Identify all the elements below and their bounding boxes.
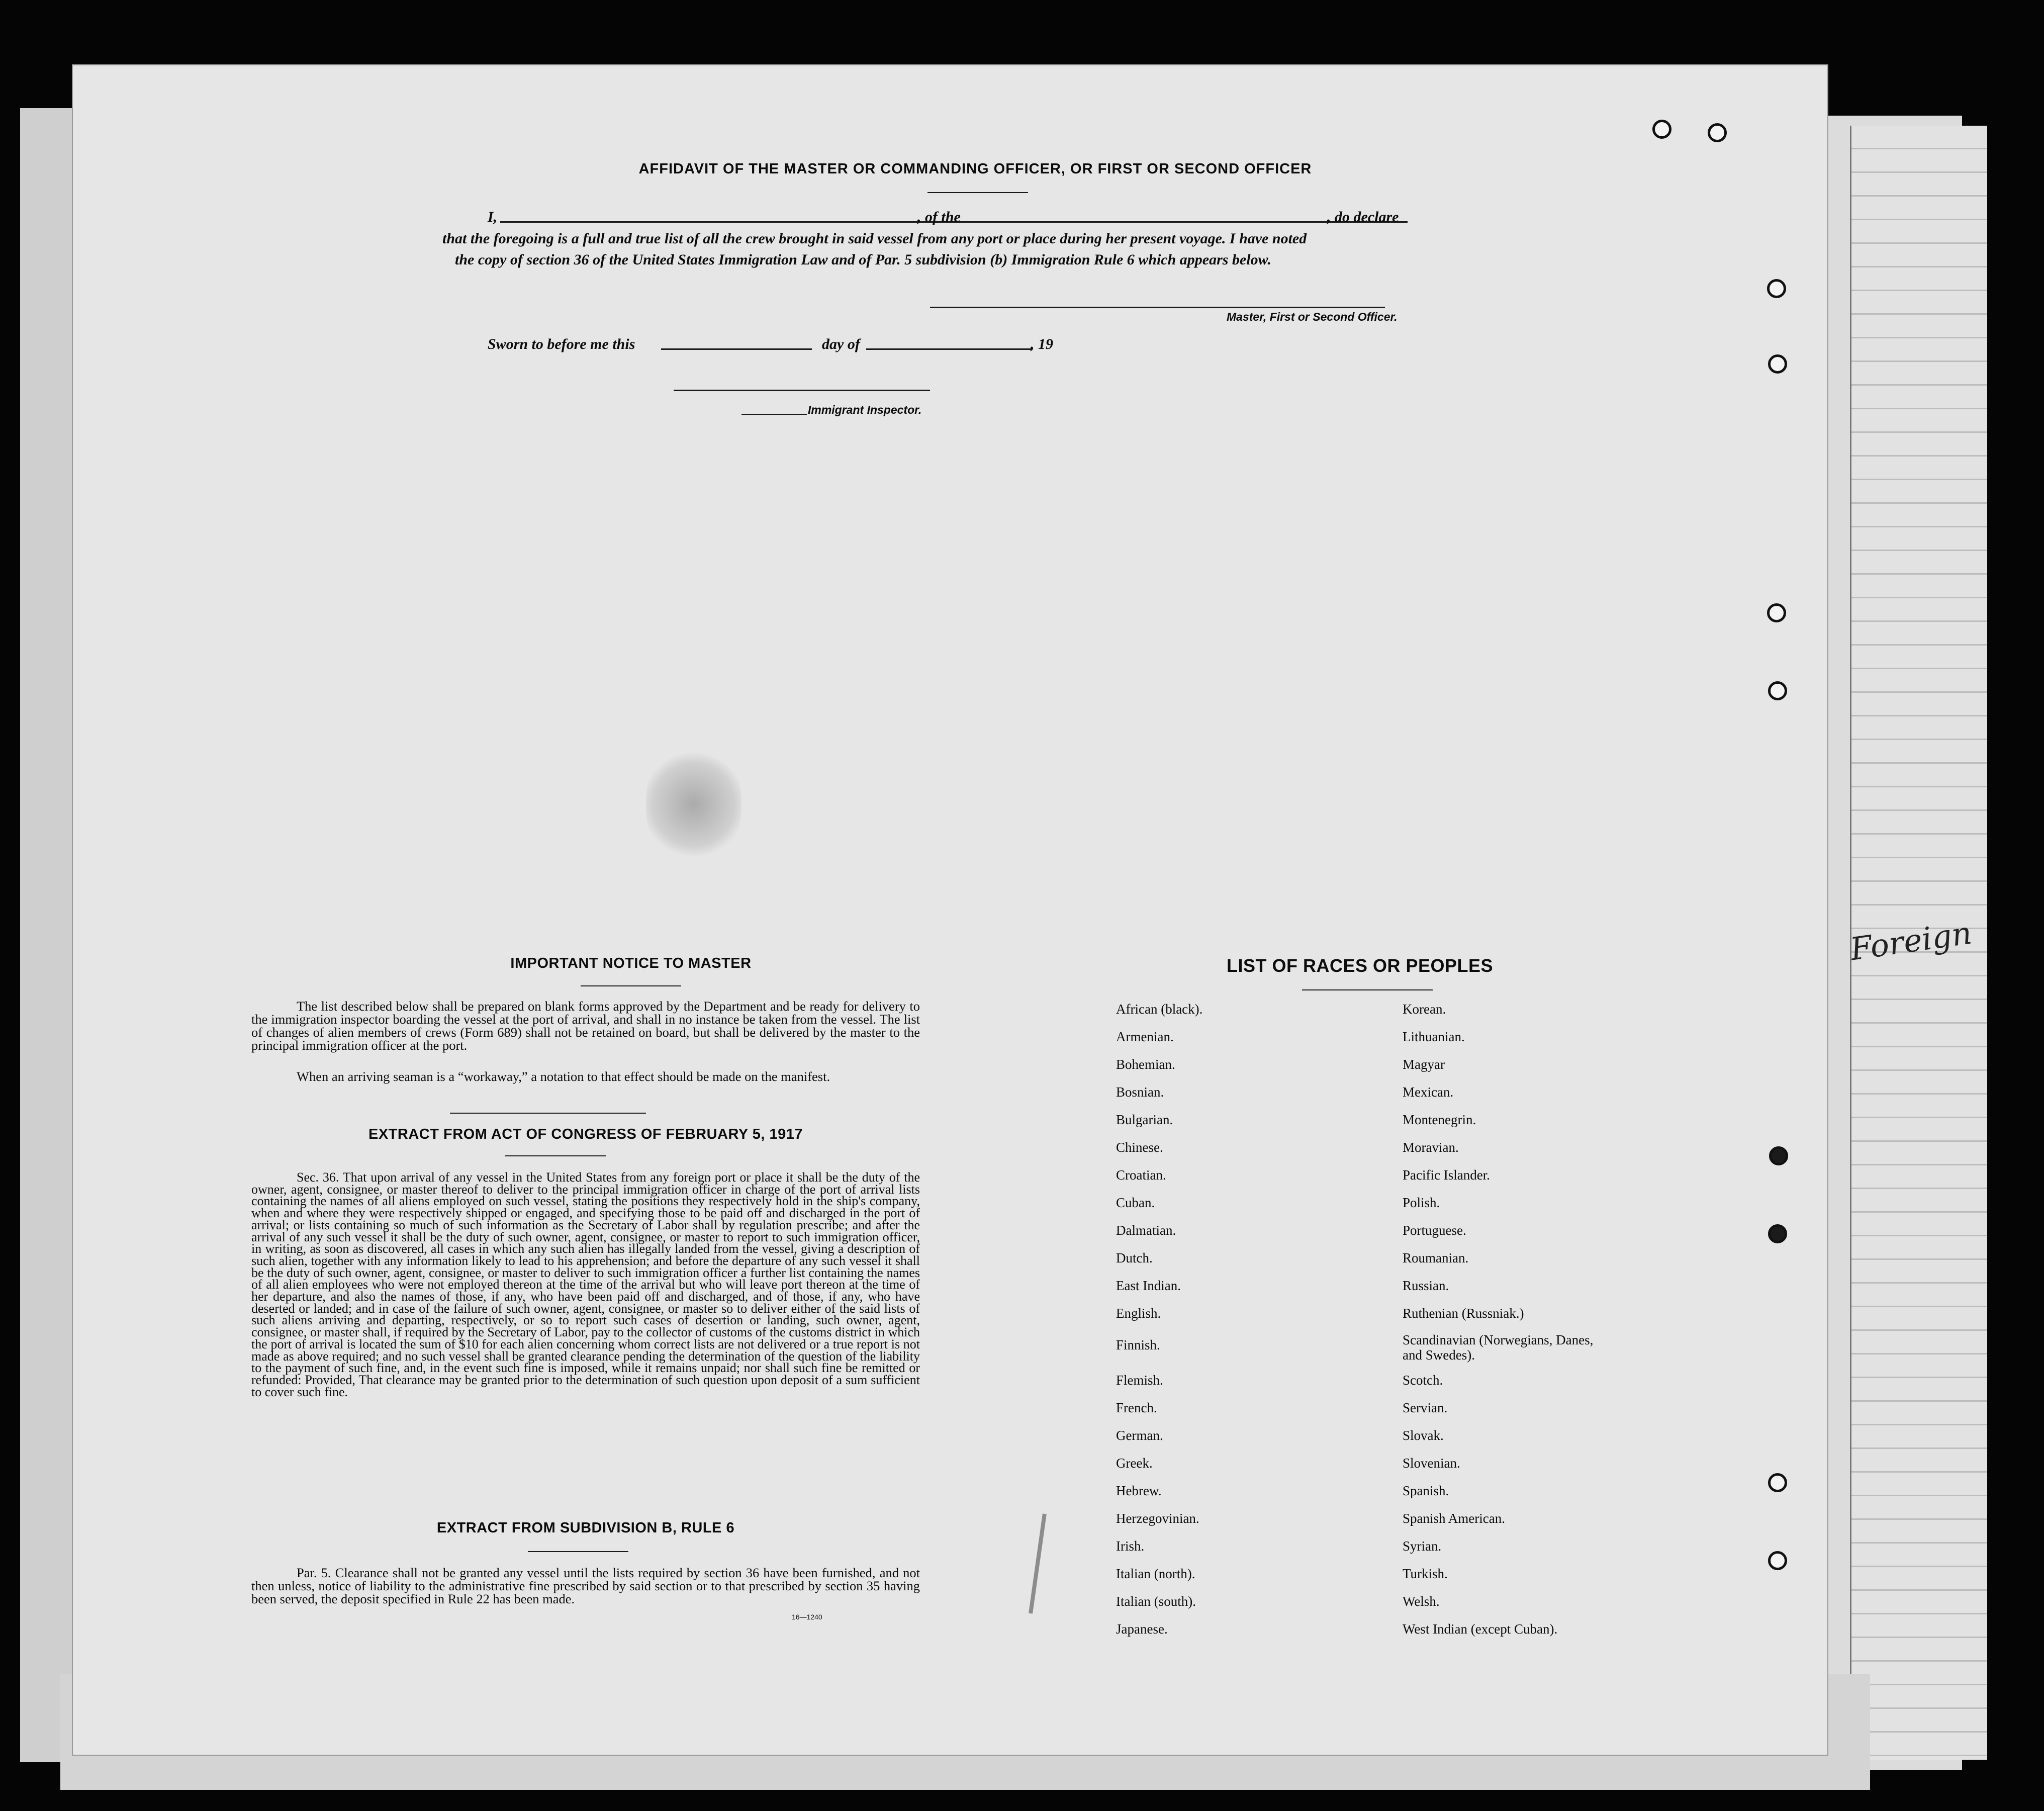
master-signature-line <box>930 307 1385 308</box>
notice-paragraph-2: When an arriving seaman is a “workaway,” a notation to that effect should be made on the manifest. <box>297 1069 830 1084</box>
affidavit-statement-line2: that the foregoing is a full and true list of all the crew brought in said vessel from any port or place during her present voyage. I have noted <box>442 230 1307 247</box>
right-race-item: Mexican. <box>1403 1084 1454 1100</box>
affidavit-declare-label: , do declare <box>1327 209 1399 225</box>
right-race-item: Servian. <box>1403 1400 1448 1415</box>
left-race-item: Flemish. <box>1116 1373 1163 1388</box>
left-race-item: Herzegovinian. <box>1116 1511 1199 1526</box>
left-race-item: African (black). <box>1116 1002 1203 1017</box>
affidavit-name-label: I, <box>488 209 498 225</box>
right-race-item: West Indian (except Cuban). <box>1403 1621 1558 1637</box>
right-race-item: Ruthenian (Russniak.) <box>1403 1306 1524 1321</box>
punch-hole <box>1768 1224 1787 1243</box>
left-race-item: Italian (south). <box>1116 1594 1196 1609</box>
punch-hole <box>1768 1473 1787 1492</box>
right-race-item: Scotch. <box>1403 1373 1443 1388</box>
left-race-item: Greek. <box>1116 1456 1153 1471</box>
right-race-item: Roumanian. <box>1403 1250 1469 1265</box>
left-race-item: Bulgarian. <box>1116 1112 1173 1127</box>
right-race-item: Magyar <box>1403 1057 1445 1072</box>
sworn-month-line <box>866 348 1032 350</box>
left-race-item: Bosnian. <box>1116 1084 1164 1100</box>
left-race-item: Hebrew. <box>1116 1483 1162 1498</box>
sworn-label: Sworn to before me this <box>488 336 635 352</box>
title-rule <box>927 192 1028 193</box>
extract-act-rule <box>505 1155 606 1156</box>
right-race-item: Slovak. <box>1403 1428 1444 1443</box>
inspector-short-line <box>741 414 807 415</box>
races-title: LIST OF RACES OR PEOPLES <box>1227 955 1494 976</box>
section-divider <box>450 1113 646 1114</box>
right-race-item: Spanish. <box>1403 1483 1449 1498</box>
left-race-item: Finnish. <box>1116 1337 1160 1352</box>
extract-act-title: EXTRACT FROM ACT OF CONGRESS OF FEBRUARY 5, 1917 <box>368 1126 803 1142</box>
punch-hole <box>1767 279 1786 298</box>
left-race-item: Cuban. <box>1116 1195 1155 1210</box>
notice-title-rule <box>581 985 681 986</box>
inspector-signature-line <box>674 390 930 391</box>
master-signature-caption: Master, First or Second Officer. <box>1227 310 1398 323</box>
left-race-item: English. <box>1116 1306 1161 1321</box>
notice-paragraph-1: The list described below shall be prepared on blank forms approved by the Department and be ready for delivery to the immigration inspector boarding the vessel at the port of arrival, and shall in no instance be taken from the vessel. The list of changes of alien members of crews (Form 689) shall not be retained on board, but shall be delivered by the master to the principal immigration officer at the port. <box>251 999 920 1053</box>
sworn-day-label: day of <box>822 336 860 352</box>
right-race-item: Scandinavian (Norwegians, Danes, and Swedes). <box>1403 1332 1594 1363</box>
right-race-item: Moravian. <box>1403 1140 1459 1155</box>
extract-rule-title: EXTRACT FROM SUBDIVISION B, RULE 6 <box>436 1520 735 1536</box>
right-race-item: Russian. <box>1403 1278 1449 1293</box>
left-race-item: Dalmatian. <box>1116 1223 1176 1238</box>
extract-rule-rule <box>528 1551 628 1552</box>
inspector-caption: Immigrant Inspector. <box>808 403 922 416</box>
right-race-item: Portuguese. <box>1403 1223 1466 1238</box>
manifest-back-page <box>73 65 1827 1755</box>
left-race-item: East Indian. <box>1116 1278 1181 1293</box>
affidavit-statement-line3: the copy of section 36 of the United States Immigration Law and of Par. 5 subdivision (b) Immigration Rule 6 which appears below. <box>455 251 1271 268</box>
left-race-item: Italian (north). <box>1116 1566 1195 1581</box>
notice-title: IMPORTANT NOTICE TO MASTER <box>510 955 752 971</box>
back-sheet-left <box>20 108 75 1762</box>
right-race-item: Spanish American. <box>1403 1511 1505 1526</box>
races-title-rule <box>1302 989 1433 990</box>
left-race-item: French. <box>1116 1400 1157 1415</box>
punch-hole <box>1768 354 1787 374</box>
left-race-item: Dutch. <box>1116 1250 1153 1265</box>
right-race-item: Lithuanian. <box>1403 1029 1465 1044</box>
left-race-item: Irish. <box>1116 1538 1145 1554</box>
right-race-item: Turkish. <box>1403 1566 1448 1581</box>
extract-act-body: Sec. 36. That upon arrival of any vessel in the United States from any foreign port or place it shall be the duty of the owner, agent, consignee, or master thereof to deliver to the principal immigration officer in charge of the port of arrival lists containing the names of all aliens employed on such vessel, stating the positions they respectively hold in the ship's company, when and where they were respectively shipped or engaged, and specifying those to be paid off and discharged in the port of arrival; or lists containing so much of such information as the Secretary of Labor shall by regulation prescribe; and after the arrival of any such vessel it shall be the duty of such owner, agent, consignee, or master to report to such immigration officer, in writing, as soon as discovered, all cases in which any such alien has illegally landed from the vessel, giving a description of such alien, together with any information likely to lead to his apprehension; and before the departure of any such vessel it shall be the duty of such owner, agent, consignee, or master to deliver to such immigration officer a further list containing the names of all alien employees who were not employed thereon at the time of the arrival but who will leave port thereon at the time of her departure, and also the names of those, if any, who have been paid off and discharged, and of those, if any, who have deserted or landed; and in case of the failure of such owner, agent, consignee, or master so to deliver either of the said lists of such aliens arriving and departing, respectively, or so to report such cases of desertion or landing, such owner, agent, consignee, or master shall, if required by the Secretary of Labor, pay to the collector of customs of the customs district in which the port of arrival is located the sum of $10 for each alien concerning whom correct lists are not delivered or a true report is not made as above required; and no such vessel shall be granted clearance pending the determination of the question of the liability to the payment of such fine, and, in the event such fine is imposed, while it remains unpaid; nor shall such fine be remitted or refunded: Provided, That clearance may be granted prior to the determination of such question upon deposit of a sum sufficient to cover such fine. <box>251 1170 920 1399</box>
punch-hole <box>1652 120 1671 139</box>
punch-hole <box>1768 681 1787 700</box>
margin-handwriting: Foreign <box>1848 914 1974 968</box>
right-race-item: Welsh. <box>1403 1594 1440 1609</box>
punch-hole <box>1768 1551 1787 1570</box>
right-race-item: Korean. <box>1403 1002 1446 1017</box>
left-race-item: German. <box>1116 1428 1163 1443</box>
punch-hole <box>1767 603 1786 622</box>
paper-crease <box>1029 1513 1047 1613</box>
left-race-item: Armenian. <box>1116 1029 1174 1044</box>
left-race-item: Japanese. <box>1116 1621 1168 1637</box>
punch-hole <box>1708 123 1727 142</box>
right-race-item: Slovenian. <box>1403 1456 1460 1471</box>
left-race-item: Chinese. <box>1116 1140 1163 1155</box>
punch-hole <box>1769 1146 1788 1165</box>
affidavit-of-label: , of the <box>917 209 961 225</box>
extract-rule-body: Par. 5. Clearance shall not be granted any vessel until the lists required by section 36 have been furnished, and not then unless, notice of liability to the administrative fine prescribed by said section or to that prescribed by section 35 having been served, the deposit specified in Rule 22 has been made. <box>251 1565 920 1606</box>
left-race-item: Bohemian. <box>1116 1057 1175 1072</box>
right-race-item: Montenegrin. <box>1403 1112 1476 1127</box>
sworn-day-line <box>661 348 812 350</box>
right-race-item: Pacific Islander. <box>1403 1167 1490 1183</box>
form-number: 16—1240 <box>792 1613 822 1621</box>
right-race-item: Polish. <box>1403 1195 1440 1210</box>
left-race-item: Croatian. <box>1116 1167 1166 1183</box>
affidavit-title: AFFIDAVIT OF THE MASTER OR COMMANDING OFFICER, OR FIRST OR SECOND OFFICER <box>638 161 1312 177</box>
sworn-year-label: , 19 <box>1031 336 1053 352</box>
right-race-item: Syrian. <box>1403 1538 1442 1554</box>
faint-stamp-smudge <box>646 747 741 862</box>
